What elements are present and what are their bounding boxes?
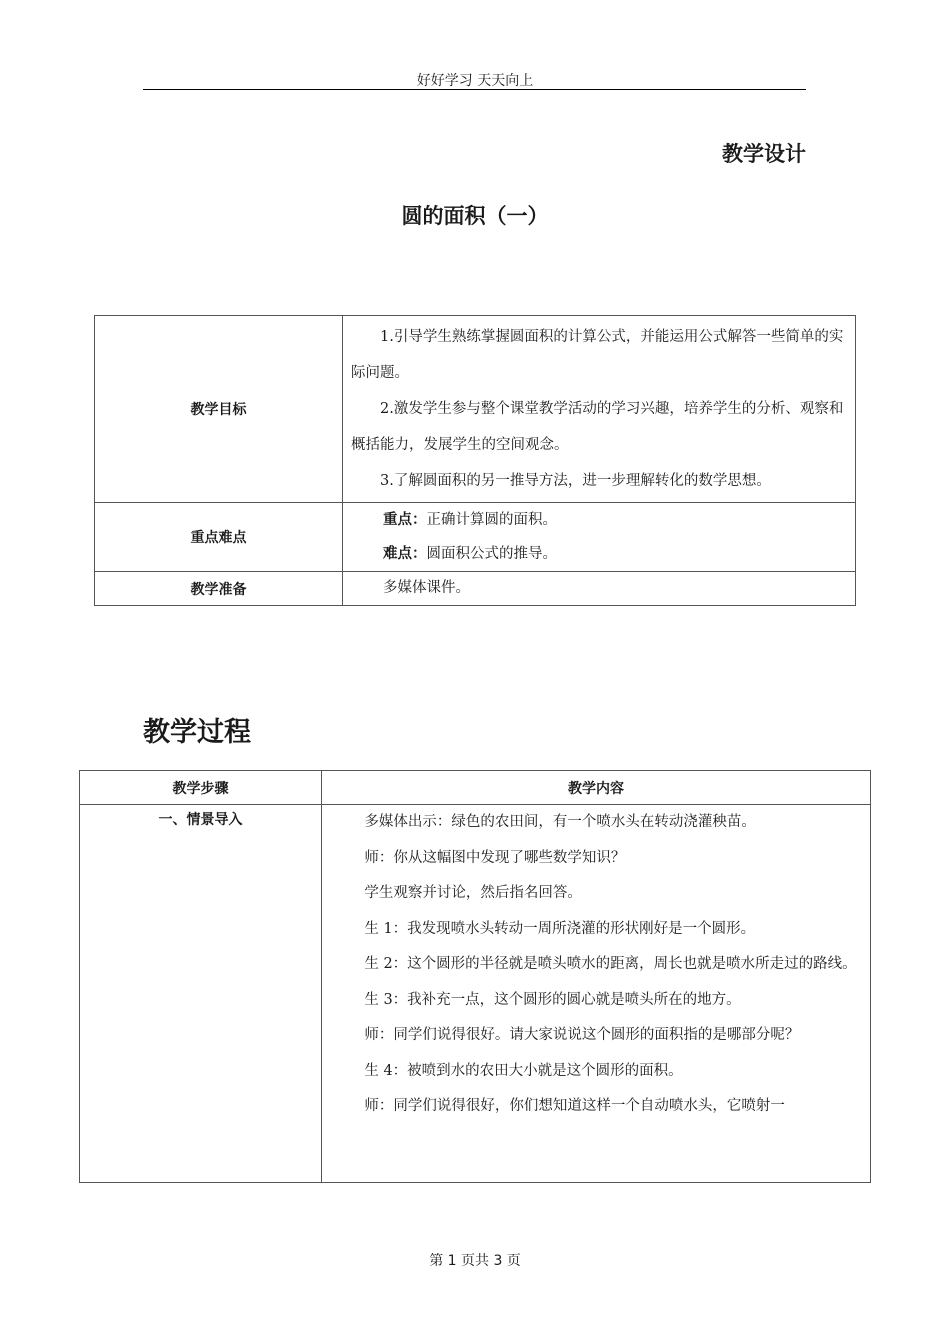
- difficulty: [343, 537, 855, 571]
- process-heading: 教学过程: [143, 717, 251, 748]
- content-line: 学生观察并讨论，然后指名回答。: [364, 885, 582, 901]
- page-number: 第 1 页共 3 页: [429, 1253, 521, 1269]
- key-point-text: 正确计算圆的面积。: [426, 512, 557, 528]
- col-content-header: 教学内容: [322, 771, 871, 805]
- step-content: [322, 805, 871, 1183]
- goals-row: [95, 316, 856, 503]
- content-line: 生 3：我补充一点，这个圆形的圆心就是喷头所在的地方。: [364, 991, 741, 1008]
- content-line: 师：你从这幅图中发现了哪些数学知识？: [364, 849, 626, 866]
- key-point-label: 重点：: [383, 512, 427, 528]
- prep-content: 多媒体课件。: [343, 572, 856, 606]
- prep-row: [95, 572, 856, 606]
- key-content: [343, 503, 856, 572]
- key-label: 重点难点: [95, 503, 343, 572]
- goals-content: [343, 316, 856, 503]
- goal-item: 1.引导学生熟练掌握圆面积的计算公式，并能运用公式解答一些简单的实际问题。: [351, 329, 844, 381]
- header-rule: [143, 89, 806, 90]
- difficulty-text: 圆面积公式的推导。: [426, 546, 557, 562]
- process-table: [79, 770, 871, 1183]
- content-line: 师：同学们说得很好。请大家说说这个圆形的面积指的是哪部分呢？: [364, 1027, 800, 1043]
- key-point: [343, 503, 855, 537]
- process-row: [80, 805, 871, 1183]
- header-motto: 好好学习 天天向上: [416, 73, 534, 89]
- step-name: 一、情景导入: [80, 805, 322, 1183]
- goal-item: 2.激发学生参与整个课堂教学活动的学习兴趣，培养学生的分析、观察和概括能力，发展学生的空间观念。: [351, 401, 844, 453]
- overview-table: [94, 315, 856, 606]
- content-line: 师：同学们说得很好，你们想知道这样一个自动喷水头，它喷射一: [364, 1098, 785, 1114]
- content-line: 生 2：这个圆形的半径就是喷头喷水的距离，周长也就是喷水所走过的路线。: [364, 956, 857, 972]
- process-header-row: [80, 771, 871, 805]
- content-line: 生 4：被喷到水的农田大小就是这个圆形的面积。: [364, 1062, 683, 1079]
- key-row: [95, 503, 856, 572]
- prep-label: 教学准备: [95, 572, 343, 606]
- difficulty-label: 难点：: [383, 546, 427, 562]
- col-step-header: 教学步骤: [80, 771, 322, 805]
- content-line: 多媒体出示：绿色的农田间，有一个喷水头在转动浇灌秧苗。: [364, 814, 756, 830]
- document-type: 教学设计: [722, 142, 806, 166]
- goals-label: 教学目标: [95, 316, 343, 503]
- goal-item: 3.了解圆面积的另一推导方法，进一步理解转化的数学思想。: [380, 473, 771, 489]
- lesson-title: 圆的面积（一）: [401, 204, 549, 228]
- content-line: 生 1：我发现喷水头转动一周所浇灌的形状刚好是一个圆形。: [364, 920, 756, 937]
